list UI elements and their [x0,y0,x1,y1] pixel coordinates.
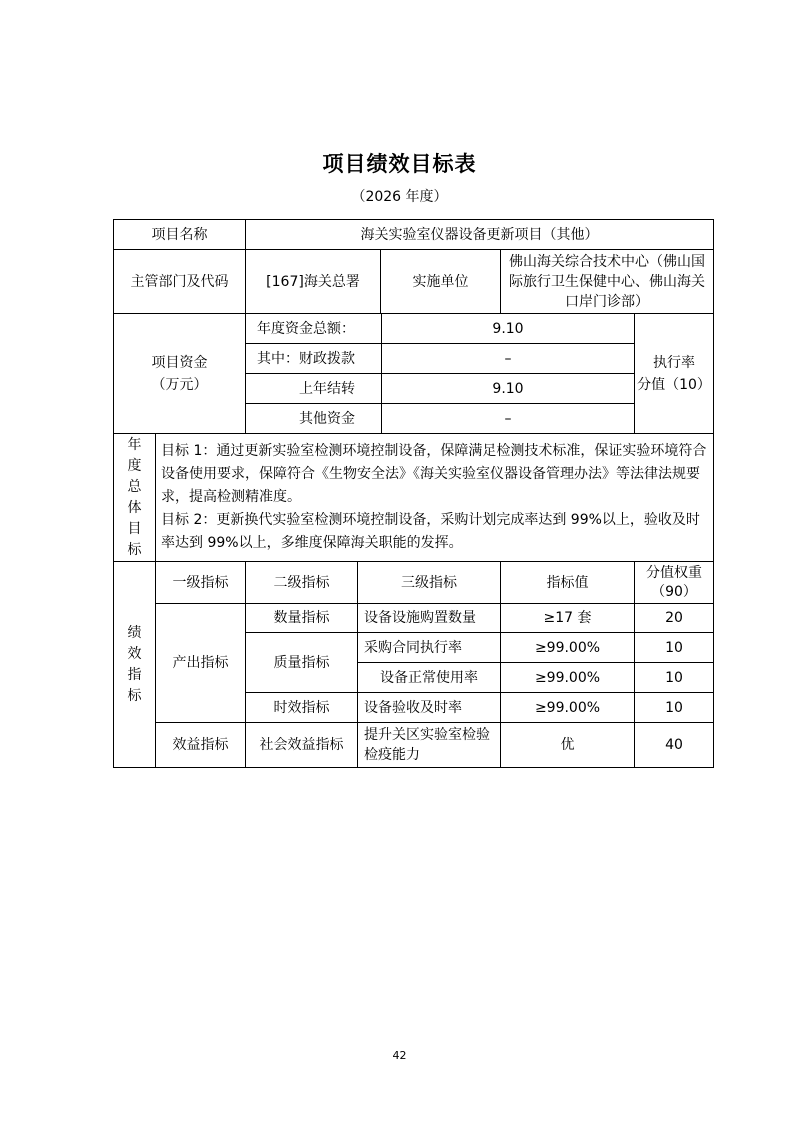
goal-1-text: 目标 1：通过更新实验室检测环境控制设备，保障满足检测技术标准，保证实验环境符合设备使用要求，保障符合《生物安全法》《海关实验室仪器设备管理办法》等法律法规要求，提高检测精准度。 [161,443,707,505]
benefit-indicator-label: 效益指标 [156,723,246,767]
impl-unit-value: 佛山海关综合技术中心（佛山国际旅行卫生保健中心、佛山海关口岸门诊部） [501,250,713,314]
dept-value: [167]海关总署 [246,250,381,314]
funds-carryover-label: 上年结转 [246,374,382,404]
goal-2-text: 目标 2：更新换代实验室检测环境控制设备，采购计划完成率达到 99%以上，验收及时率达到 99%以上，多维度保障海关职能的发挥。 [161,512,700,551]
funds-fiscal-value: – [382,344,635,374]
row-2-value: ≥99.00% [501,633,635,663]
funds-total-label: 年度资金总额： [246,314,382,344]
row-3-weight: 10 [635,663,713,693]
project-name-value: 海关实验室仪器设备更新项目（其他） [246,220,713,250]
performance-table [113,219,714,768]
row-5-weight: 40 [665,737,683,753]
dept-label: 主管部门及代码 [114,250,246,314]
project-name-label: 项目名称 [114,220,246,250]
row-3-name: 设备正常使用率 [358,663,501,693]
quantity-indicator-label: 数量指标 [246,604,358,633]
timeliness-indicator-label: 时效指标 [246,693,358,723]
header-level2: 二级指标 [246,562,358,604]
perf-label: 绩 效 指 标 [114,562,156,767]
goal-content [156,434,713,562]
page-subtitle: （2026 年度） [351,189,448,205]
header-level1: 一级指标 [156,562,246,604]
row-2-weight: 10 [635,633,713,663]
header-value: 指标值 [501,562,635,604]
row-4-name: 设备验收及时率 [358,693,501,723]
funds-carryover-value: 9.10 [382,374,635,404]
quality-indicator-label: 质量指标 [246,633,358,693]
row-1-name: 设备设施购置数量 [358,604,501,633]
funds-total-value: 9.10 [382,314,635,344]
row-3-value: ≥99.00% [501,663,635,693]
header-level3: 三级指标 [358,562,501,604]
header-weight: 分值权重 （90） [635,562,713,604]
social-benefit-label: 社会效益指标 [246,723,358,767]
funds-other-label: 其他资金 [246,404,382,434]
row-1-weight: 20 [635,604,713,633]
row-4-value: ≥99.00% [501,693,635,723]
funds-label: 项目资金 （万元） [114,314,246,434]
row-2-name: 采购合同执行率 [358,633,501,663]
page-title: 项目绩效目标表 [322,152,477,176]
row-5-name: 提升关区实验室检验检疫能力 [358,723,501,767]
output-indicator-label: 产出指标 [156,604,246,723]
goal-label: 年 度 总 体 目 标 [114,434,156,562]
page-number: 42 [392,1049,407,1062]
funds-fiscal-label: 其中：财政拨款 [246,344,382,374]
row-4-weight: 10 [635,693,713,723]
funds-other-value: – [382,404,635,434]
impl-unit-label: 实施单位 [381,250,501,314]
row-5-value: 优 [501,723,635,767]
exec-rate-label: 执行率 分值（10） [635,314,713,434]
row-1-value: ≥17 套 [501,604,635,633]
